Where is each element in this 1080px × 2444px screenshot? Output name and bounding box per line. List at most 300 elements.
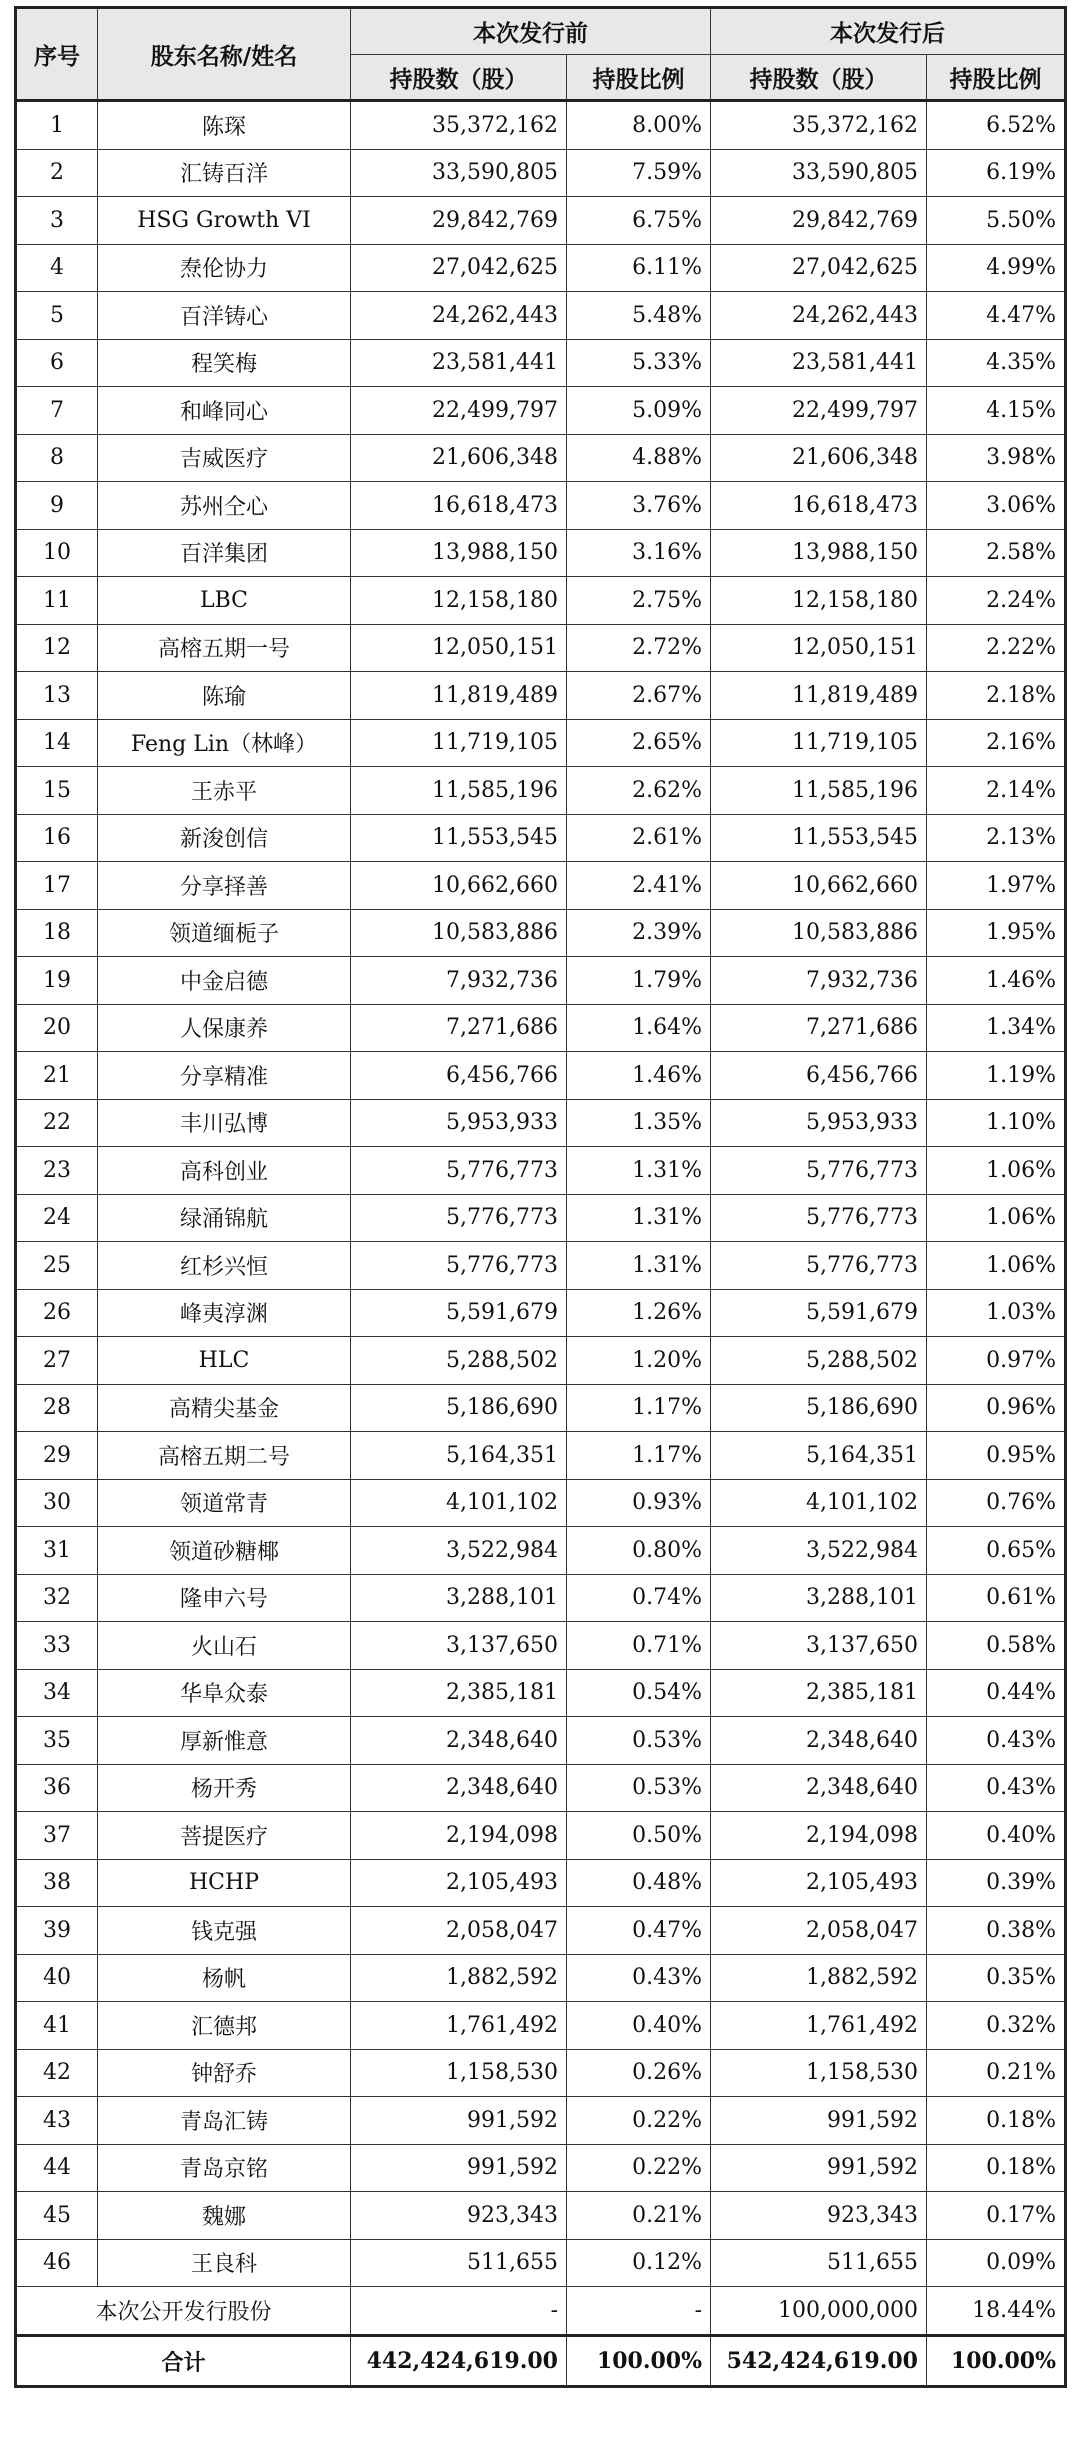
row-shareholder-name: 青岛汇铸 — [98, 2097, 351, 2145]
row-shareholder-name: 王赤平 — [98, 767, 351, 815]
row-after-shares: 923,343 — [711, 2192, 927, 2240]
total-before-shares: 442,424,619.00 — [351, 2336, 567, 2387]
shareholding-table — [14, 6, 1067, 2388]
row-after-ratio: 4.15% — [927, 387, 1066, 435]
row-shareholder-name: 火山石 — [98, 1622, 351, 1670]
row-after-shares: 7,271,686 — [711, 1004, 927, 1052]
row-shareholder-name: 高科创业 — [98, 1147, 351, 1195]
row-before-ratio: 0.21% — [567, 2192, 711, 2240]
row-after-ratio: 0.38% — [927, 1907, 1066, 1955]
row-index: 23 — [16, 1147, 98, 1195]
row-index: 27 — [16, 1337, 98, 1385]
row-shareholder-name: LBC — [98, 577, 351, 625]
row-before-shares: 991,592 — [351, 2144, 567, 2192]
row-before-shares: 11,719,105 — [351, 719, 567, 767]
row-before-ratio: 0.26% — [567, 2049, 711, 2097]
row-after-ratio: 0.58% — [927, 1622, 1066, 1670]
table-row — [16, 672, 1066, 720]
row-after-shares: 11,585,196 — [711, 767, 927, 815]
row-index: 2 — [16, 149, 98, 197]
row-after-ratio: 3.06% — [927, 482, 1066, 530]
row-before-ratio: 1.20% — [567, 1337, 711, 1385]
row-before-shares: 11,819,489 — [351, 672, 567, 720]
row-before-ratio: 2.39% — [567, 909, 711, 957]
row-before-ratio: 3.16% — [567, 529, 711, 577]
row-after-shares: 1,761,492 — [711, 2002, 927, 2050]
row-before-ratio: 5.09% — [567, 387, 711, 435]
table-row — [16, 1194, 1066, 1242]
issue-after-shares: 100,000,000 — [711, 2287, 927, 2336]
row-before-shares: 923,343 — [351, 2192, 567, 2240]
row-before-shares: 3,288,101 — [351, 1574, 567, 1622]
table-row — [16, 244, 1066, 292]
row-before-ratio: 2.65% — [567, 719, 711, 767]
table-row — [16, 1527, 1066, 1575]
row-before-ratio: 0.50% — [567, 1812, 711, 1860]
row-after-ratio: 0.76% — [927, 1479, 1066, 1527]
row-index: 20 — [16, 1004, 98, 1052]
row-after-shares: 2,348,640 — [711, 1764, 927, 1812]
row-after-ratio: 5.50% — [927, 197, 1066, 245]
row-index: 28 — [16, 1384, 98, 1432]
row-before-ratio: 1.17% — [567, 1432, 711, 1480]
row-after-shares: 1,158,530 — [711, 2049, 927, 2097]
table-row — [16, 1384, 1066, 1432]
row-shareholder-name: 和峰同心 — [98, 387, 351, 435]
row-after-shares: 511,655 — [711, 2239, 927, 2287]
row-shareholder-name: 高精尖基金 — [98, 1384, 351, 1432]
row-after-ratio: 1.19% — [927, 1052, 1066, 1100]
row-before-ratio: 2.67% — [567, 672, 711, 720]
row-after-shares: 29,842,769 — [711, 197, 927, 245]
row-after-shares: 5,776,773 — [711, 1147, 927, 1195]
row-before-ratio: 5.33% — [567, 339, 711, 387]
issue-before-shares: - — [351, 2287, 567, 2336]
row-after-shares: 12,158,180 — [711, 577, 927, 625]
row-index: 33 — [16, 1622, 98, 1670]
row-index: 7 — [16, 387, 98, 435]
row-before-shares: 5,164,351 — [351, 1432, 567, 1480]
row-before-shares: 1,882,592 — [351, 1954, 567, 2002]
row-after-shares: 5,164,351 — [711, 1432, 927, 1480]
table-row — [16, 1337, 1066, 1385]
row-before-shares: 12,158,180 — [351, 577, 567, 625]
table-row — [16, 1479, 1066, 1527]
row-after-ratio: 2.22% — [927, 624, 1066, 672]
row-before-shares: 24,262,443 — [351, 292, 567, 340]
table-row — [16, 1242, 1066, 1290]
row-shareholder-name: 领道缅栀子 — [98, 909, 351, 957]
table-row — [16, 2097, 1066, 2145]
row-before-shares: 511,655 — [351, 2239, 567, 2287]
table-header — [16, 8, 1066, 101]
table-row — [16, 2002, 1066, 2050]
row-before-ratio: 0.53% — [567, 1717, 711, 1765]
total-before-ratio: 100.00% — [567, 2336, 711, 2387]
issue-row — [16, 2287, 1066, 2336]
row-before-ratio: 4.88% — [567, 434, 711, 482]
row-shareholder-name: 钱克强 — [98, 1907, 351, 1955]
row-index: 10 — [16, 529, 98, 577]
row-after-shares: 3,137,650 — [711, 1622, 927, 1670]
table-row — [16, 2049, 1066, 2097]
table-row — [16, 1717, 1066, 1765]
row-after-shares: 13,988,150 — [711, 529, 927, 577]
row-before-ratio: 0.12% — [567, 2239, 711, 2287]
row-before-ratio: 0.43% — [567, 1954, 711, 2002]
row-shareholder-name: 陈琛 — [98, 101, 351, 150]
total-after-ratio: 100.00% — [927, 2336, 1066, 2387]
row-before-ratio: 0.47% — [567, 1907, 711, 1955]
row-index: 6 — [16, 339, 98, 387]
row-index: 30 — [16, 1479, 98, 1527]
row-shareholder-name: 厚新惟意 — [98, 1717, 351, 1765]
table-row — [16, 1432, 1066, 1480]
table-row — [16, 1954, 1066, 2002]
table-row — [16, 767, 1066, 815]
header-before-ratio: 持股比例 — [567, 55, 711, 101]
row-before-shares: 5,591,679 — [351, 1289, 567, 1337]
header-after-ratio: 持股比例 — [927, 55, 1066, 101]
row-before-ratio: 0.48% — [567, 1859, 711, 1907]
row-after-ratio: 6.19% — [927, 149, 1066, 197]
table-row — [16, 1764, 1066, 1812]
row-shareholder-name: 领道常青 — [98, 1479, 351, 1527]
row-shareholder-name: 新浚创信 — [98, 814, 351, 862]
row-shareholder-name: 高榕五期一号 — [98, 624, 351, 672]
row-before-shares: 5,288,502 — [351, 1337, 567, 1385]
header-after-issue: 本次发行后 — [711, 8, 1066, 55]
table-row — [16, 149, 1066, 197]
row-before-ratio: 1.31% — [567, 1194, 711, 1242]
issue-label: 本次公开发行股份 — [16, 2287, 351, 2336]
table-row — [16, 1669, 1066, 1717]
row-shareholder-name: 人保康养 — [98, 1004, 351, 1052]
row-before-ratio: 0.53% — [567, 1764, 711, 1812]
row-after-ratio: 4.47% — [927, 292, 1066, 340]
row-before-ratio: 0.54% — [567, 1669, 711, 1717]
row-before-shares: 6,456,766 — [351, 1052, 567, 1100]
row-index: 21 — [16, 1052, 98, 1100]
row-index: 46 — [16, 2239, 98, 2287]
row-after-shares: 10,583,886 — [711, 909, 927, 957]
row-after-ratio: 1.97% — [927, 862, 1066, 910]
row-before-shares: 33,590,805 — [351, 149, 567, 197]
row-before-shares: 5,186,690 — [351, 1384, 567, 1432]
row-before-ratio: 2.41% — [567, 862, 711, 910]
row-shareholder-name: 领道砂糖椰 — [98, 1527, 351, 1575]
header-shareholder-name: 股东名称/姓名 — [98, 8, 351, 101]
row-after-ratio: 1.03% — [927, 1289, 1066, 1337]
row-after-shares: 3,522,984 — [711, 1527, 927, 1575]
row-before-shares: 2,348,640 — [351, 1717, 567, 1765]
row-after-ratio: 0.95% — [927, 1432, 1066, 1480]
row-before-ratio: 1.26% — [567, 1289, 711, 1337]
row-before-shares: 1,158,530 — [351, 2049, 567, 2097]
row-before-ratio: 5.48% — [567, 292, 711, 340]
table-row — [16, 909, 1066, 957]
row-before-shares: 27,042,625 — [351, 244, 567, 292]
row-after-ratio: 4.99% — [927, 244, 1066, 292]
row-after-shares: 2,105,493 — [711, 1859, 927, 1907]
row-index: 38 — [16, 1859, 98, 1907]
row-before-shares: 5,776,773 — [351, 1242, 567, 1290]
row-before-shares: 5,953,933 — [351, 1099, 567, 1147]
row-after-ratio: 0.65% — [927, 1527, 1066, 1575]
header-before-shares: 持股数（股） — [351, 55, 567, 101]
row-after-ratio: 0.96% — [927, 1384, 1066, 1432]
issue-after-ratio: 18.44% — [927, 2287, 1066, 2336]
row-before-shares: 21,606,348 — [351, 434, 567, 482]
row-shareholder-name: 汇铸百洋 — [98, 149, 351, 197]
row-before-ratio: 1.64% — [567, 1004, 711, 1052]
row-shareholder-name: 菩提医疗 — [98, 1812, 351, 1860]
row-after-shares: 23,581,441 — [711, 339, 927, 387]
table-row — [16, 1622, 1066, 1670]
table-body — [16, 101, 1066, 2387]
row-index: 4 — [16, 244, 98, 292]
row-shareholder-name: 红杉兴恒 — [98, 1242, 351, 1290]
header-index: 序号 — [16, 8, 98, 101]
row-after-ratio: 0.18% — [927, 2144, 1066, 2192]
row-after-ratio: 2.18% — [927, 672, 1066, 720]
row-before-shares: 5,776,773 — [351, 1147, 567, 1195]
row-after-shares: 16,618,473 — [711, 482, 927, 530]
issue-before-ratio: - — [567, 2287, 711, 2336]
row-shareholder-name: 杨帆 — [98, 1954, 351, 2002]
table-row — [16, 2192, 1066, 2240]
row-index: 29 — [16, 1432, 98, 1480]
row-shareholder-name: 陈瑜 — [98, 672, 351, 720]
row-before-shares: 2,105,493 — [351, 1859, 567, 1907]
row-before-shares: 11,553,545 — [351, 814, 567, 862]
table-row — [16, 1052, 1066, 1100]
row-index: 35 — [16, 1717, 98, 1765]
row-shareholder-name: HLC — [98, 1337, 351, 1385]
table-row — [16, 814, 1066, 862]
row-after-shares: 3,288,101 — [711, 1574, 927, 1622]
row-after-shares: 10,662,660 — [711, 862, 927, 910]
row-after-shares: 2,385,181 — [711, 1669, 927, 1717]
row-index: 14 — [16, 719, 98, 767]
row-shareholder-name: 百洋集团 — [98, 529, 351, 577]
row-shareholder-name: Feng Lin（林峰） — [98, 719, 351, 767]
row-after-shares: 11,553,545 — [711, 814, 927, 862]
row-after-ratio: 2.16% — [927, 719, 1066, 767]
row-after-ratio: 1.34% — [927, 1004, 1066, 1052]
row-after-shares: 2,194,098 — [711, 1812, 927, 1860]
row-after-shares: 5,953,933 — [711, 1099, 927, 1147]
row-index: 22 — [16, 1099, 98, 1147]
row-shareholder-name: 吉威医疗 — [98, 434, 351, 482]
row-index: 13 — [16, 672, 98, 720]
row-after-shares: 5,776,773 — [711, 1242, 927, 1290]
row-shareholder-name: 青岛京铭 — [98, 2144, 351, 2192]
header-before-issue: 本次发行前 — [351, 8, 711, 55]
row-after-ratio: 0.61% — [927, 1574, 1066, 1622]
row-after-ratio: 0.97% — [927, 1337, 1066, 1385]
row-after-ratio: 2.13% — [927, 814, 1066, 862]
row-before-shares: 11,585,196 — [351, 767, 567, 815]
table-row — [16, 1147, 1066, 1195]
row-before-ratio: 8.00% — [567, 101, 711, 150]
row-before-shares: 22,499,797 — [351, 387, 567, 435]
table-row — [16, 197, 1066, 245]
row-after-ratio: 0.18% — [927, 2097, 1066, 2145]
table-row — [16, 577, 1066, 625]
row-before-shares: 13,988,150 — [351, 529, 567, 577]
row-before-ratio: 0.22% — [567, 2097, 711, 2145]
row-after-ratio: 6.52% — [927, 101, 1066, 150]
row-after-ratio: 0.09% — [927, 2239, 1066, 2287]
table-row — [16, 339, 1066, 387]
row-index: 12 — [16, 624, 98, 672]
row-after-ratio: 0.39% — [927, 1859, 1066, 1907]
row-after-shares: 2,348,640 — [711, 1717, 927, 1765]
row-shareholder-name: 程笑梅 — [98, 339, 351, 387]
row-before-ratio: 2.62% — [567, 767, 711, 815]
row-after-ratio: 1.10% — [927, 1099, 1066, 1147]
row-before-shares: 16,618,473 — [351, 482, 567, 530]
row-index: 39 — [16, 1907, 98, 1955]
row-after-ratio: 1.95% — [927, 909, 1066, 957]
row-before-ratio: 7.59% — [567, 149, 711, 197]
row-index: 44 — [16, 2144, 98, 2192]
table-row — [16, 2239, 1066, 2287]
header-after-shares: 持股数（股） — [711, 55, 927, 101]
row-before-ratio: 1.35% — [567, 1099, 711, 1147]
row-before-ratio: 1.79% — [567, 957, 711, 1005]
row-after-ratio: 2.24% — [927, 577, 1066, 625]
row-after-ratio: 0.17% — [927, 2192, 1066, 2240]
row-index: 3 — [16, 197, 98, 245]
row-before-shares: 23,581,441 — [351, 339, 567, 387]
row-index: 1 — [16, 101, 98, 150]
row-shareholder-name: 高榕五期二号 — [98, 1432, 351, 1480]
row-shareholder-name: 丰川弘博 — [98, 1099, 351, 1147]
row-after-shares: 991,592 — [711, 2097, 927, 2145]
row-index: 42 — [16, 2049, 98, 2097]
row-after-ratio: 0.40% — [927, 1812, 1066, 1860]
row-shareholder-name: 魏娜 — [98, 2192, 351, 2240]
row-before-shares: 7,932,736 — [351, 957, 567, 1005]
table-row — [16, 719, 1066, 767]
row-after-shares: 5,776,773 — [711, 1194, 927, 1242]
row-before-shares: 1,761,492 — [351, 2002, 567, 2050]
row-index: 37 — [16, 1812, 98, 1860]
row-after-shares: 11,719,105 — [711, 719, 927, 767]
row-index: 43 — [16, 2097, 98, 2145]
row-before-shares: 2,194,098 — [351, 1812, 567, 1860]
row-after-shares: 27,042,625 — [711, 244, 927, 292]
row-before-ratio: 0.80% — [567, 1527, 711, 1575]
table-row — [16, 482, 1066, 530]
total-row — [16, 2336, 1066, 2387]
row-index: 41 — [16, 2002, 98, 2050]
row-shareholder-name: 杨开秀 — [98, 1764, 351, 1812]
row-index: 40 — [16, 1954, 98, 2002]
row-before-ratio: 0.71% — [567, 1622, 711, 1670]
row-index: 17 — [16, 862, 98, 910]
row-after-shares: 33,590,805 — [711, 149, 927, 197]
row-after-shares: 35,372,162 — [711, 101, 927, 150]
row-shareholder-name: 焘伦协力 — [98, 244, 351, 292]
row-before-ratio: 0.93% — [567, 1479, 711, 1527]
row-after-ratio: 3.98% — [927, 434, 1066, 482]
table-row — [16, 957, 1066, 1005]
row-after-ratio: 0.21% — [927, 2049, 1066, 2097]
table-row — [16, 1574, 1066, 1622]
row-index: 16 — [16, 814, 98, 862]
row-after-shares: 2,058,047 — [711, 1907, 927, 1955]
table-row — [16, 1289, 1066, 1337]
row-index: 32 — [16, 1574, 98, 1622]
table-row — [16, 1859, 1066, 1907]
row-after-shares: 5,288,502 — [711, 1337, 927, 1385]
row-before-shares: 3,137,650 — [351, 1622, 567, 1670]
row-after-ratio: 2.58% — [927, 529, 1066, 577]
row-shareholder-name: 百洋铸心 — [98, 292, 351, 340]
row-shareholder-name: 汇德邦 — [98, 2002, 351, 2050]
row-index: 9 — [16, 482, 98, 530]
row-after-shares: 22,499,797 — [711, 387, 927, 435]
row-before-ratio: 2.61% — [567, 814, 711, 862]
row-after-shares: 7,932,736 — [711, 957, 927, 1005]
row-after-shares: 21,606,348 — [711, 434, 927, 482]
row-after-shares: 11,819,489 — [711, 672, 927, 720]
row-before-shares: 35,372,162 — [351, 101, 567, 150]
row-index: 18 — [16, 909, 98, 957]
row-shareholder-name: HSG Growth VI — [98, 197, 351, 245]
row-before-ratio: 1.31% — [567, 1242, 711, 1290]
row-after-ratio: 2.14% — [927, 767, 1066, 815]
row-before-ratio: 1.17% — [567, 1384, 711, 1432]
row-before-shares: 4,101,102 — [351, 1479, 567, 1527]
row-index: 11 — [16, 577, 98, 625]
row-before-shares: 2,348,640 — [351, 1764, 567, 1812]
row-index: 26 — [16, 1289, 98, 1337]
row-before-ratio: 2.72% — [567, 624, 711, 672]
row-before-shares: 2,058,047 — [351, 1907, 567, 1955]
row-after-shares: 1,882,592 — [711, 1954, 927, 2002]
row-before-shares: 2,385,181 — [351, 1669, 567, 1717]
row-shareholder-name: 中金启德 — [98, 957, 351, 1005]
row-after-ratio: 1.06% — [927, 1147, 1066, 1195]
row-before-ratio: 6.11% — [567, 244, 711, 292]
table-row — [16, 434, 1066, 482]
row-shareholder-name: 峰夷淳渊 — [98, 1289, 351, 1337]
row-before-ratio: 2.75% — [567, 577, 711, 625]
row-before-shares: 991,592 — [351, 2097, 567, 2145]
row-shareholder-name: 绿涌锦航 — [98, 1194, 351, 1242]
table-row — [16, 101, 1066, 150]
total-label: 合计 — [16, 2336, 351, 2387]
table-row — [16, 624, 1066, 672]
row-after-ratio: 1.46% — [927, 957, 1066, 1005]
row-index: 31 — [16, 1527, 98, 1575]
row-after-shares: 5,591,679 — [711, 1289, 927, 1337]
row-after-shares: 4,101,102 — [711, 1479, 927, 1527]
row-shareholder-name: 分享择善 — [98, 862, 351, 910]
row-after-shares: 5,186,690 — [711, 1384, 927, 1432]
row-before-shares: 29,842,769 — [351, 197, 567, 245]
row-after-ratio: 0.32% — [927, 2002, 1066, 2050]
row-shareholder-name: HCHP — [98, 1859, 351, 1907]
row-index: 5 — [16, 292, 98, 340]
row-before-shares: 10,662,660 — [351, 862, 567, 910]
row-after-ratio: 4.35% — [927, 339, 1066, 387]
row-shareholder-name: 华阜众泰 — [98, 1669, 351, 1717]
